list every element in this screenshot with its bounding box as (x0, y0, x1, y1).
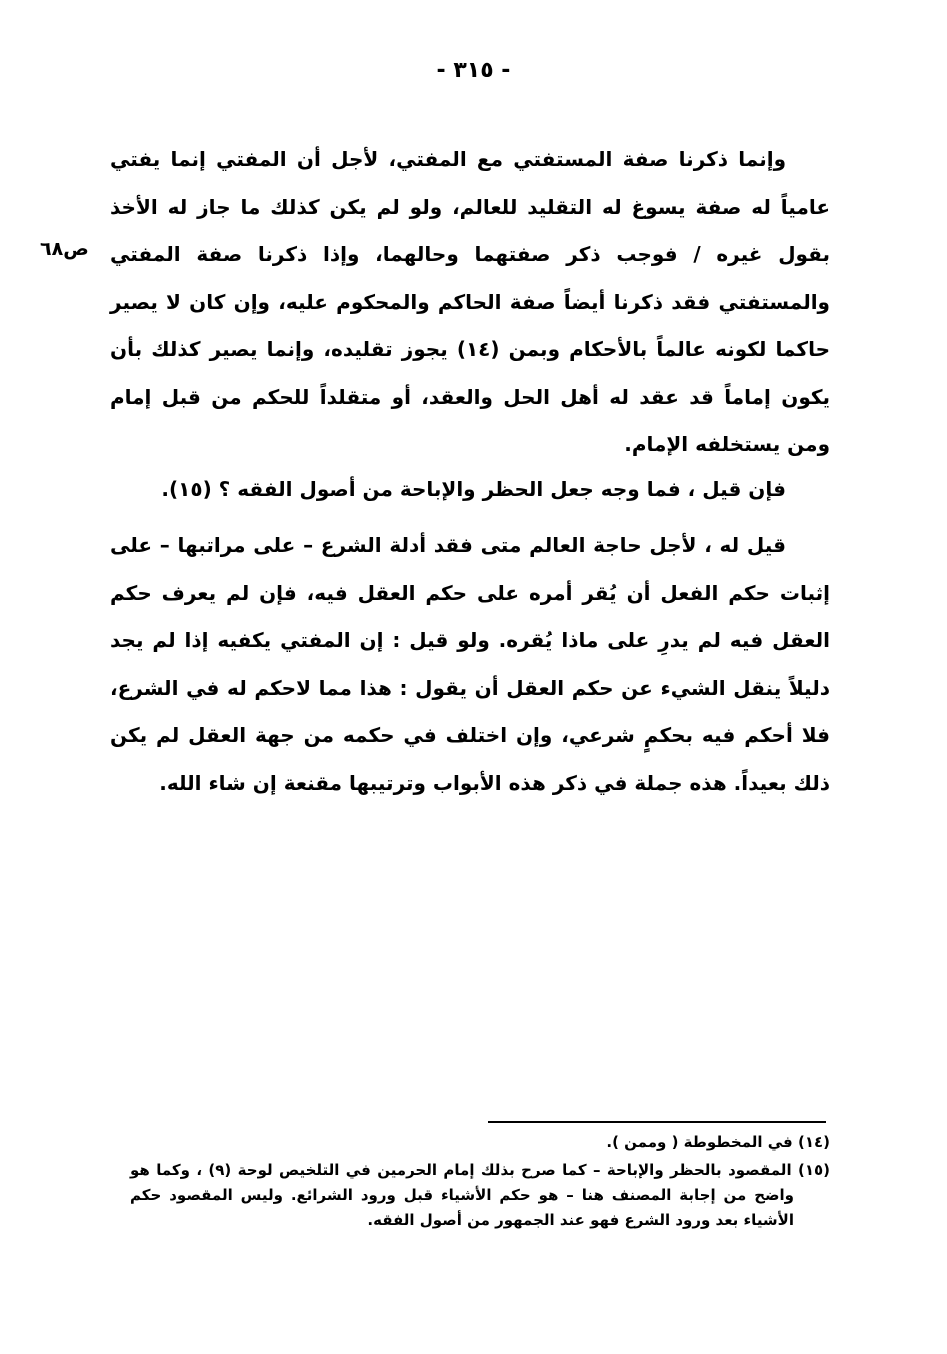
main-paragraph-1 (110, 136, 830, 469)
footnotes (130, 1130, 830, 1236)
footnote-14: (١٤) في المخطوطة ( وممن ). (606, 1133, 830, 1151)
paragraph-text: قيل له ، لأجل حاجة العالم متى فقد أدلة الشرع – على مراتبها – على إثبات حكم الفعل أن يُقر أمره على حكم العقل فيه، فإن لم يعرف حكم العقل فيه لم يدرِ على ماذا يُقره. ولو قيل : إن المفتي يكفيه إذا لم يجد دليلاً ينقل الشيء عن حكم العقل أن يقول : هذا مما لاحكم له في الشرع، فلا أحكم فيه بحكمٍ شرعي، وإن اختلف في حكمه من جهة العقل لم يكن ذلك بعيداً. هذه جملة في ذكر هذه الأبواب وترتيبها مقنعة إن شاء الله. (110, 533, 830, 795)
footnote-separator (488, 1121, 826, 1123)
main-paragraph-2 (110, 466, 830, 514)
paragraph-text: فإن قيل ، فما وجه جعل الحظر والإباحة من أصول الفقه ؟ (١٥). (161, 477, 786, 501)
footnote-15: (١٥) المقصود بالحظر والإباحة – كما صرح بذلك إمام الحرمين في التلخيص لوحة (٩) ، وكما هو واضح من إجابة المصنف هنا – هو حكم الأشياء قبل ورود الشرائع. وليس المقصود حكم الأشياء بعد ورود الشرع فهو عند الجمهور من أصول الفقه. (130, 1161, 830, 1229)
paragraph-text: وإنما ذكرنا صفة المستفتي مع المفتي، لأجل أن المفتي إنما يفتي عامياً له صفة يسوغ له التقليد للعالم، ولو لم يكن كذلك ما جاز له الأخذ بقول غيره / فوجب ذكر صفتهما وحالهما، وإذا ذكرنا صفة المفتي والمستفتي فقد ذكرنا أيضاً صفة الحاكم والمحكوم عليه، وإن كان لا يصير حاكما لكونه عالماً بالأحكام وبمن (١٤) يجوز تقليده، وإنما يصير كذلك بأن يكون إماماً قد عقد له أهل الحل والعقد، أو متقلداً للحكم من قبل إمام ومن يستخلفه الإمام. (110, 147, 830, 456)
page-number: - ٣١٥ - (436, 58, 511, 83)
main-paragraph-3 (110, 522, 830, 807)
manuscript-page-marker: ص٦٨ (40, 238, 89, 260)
